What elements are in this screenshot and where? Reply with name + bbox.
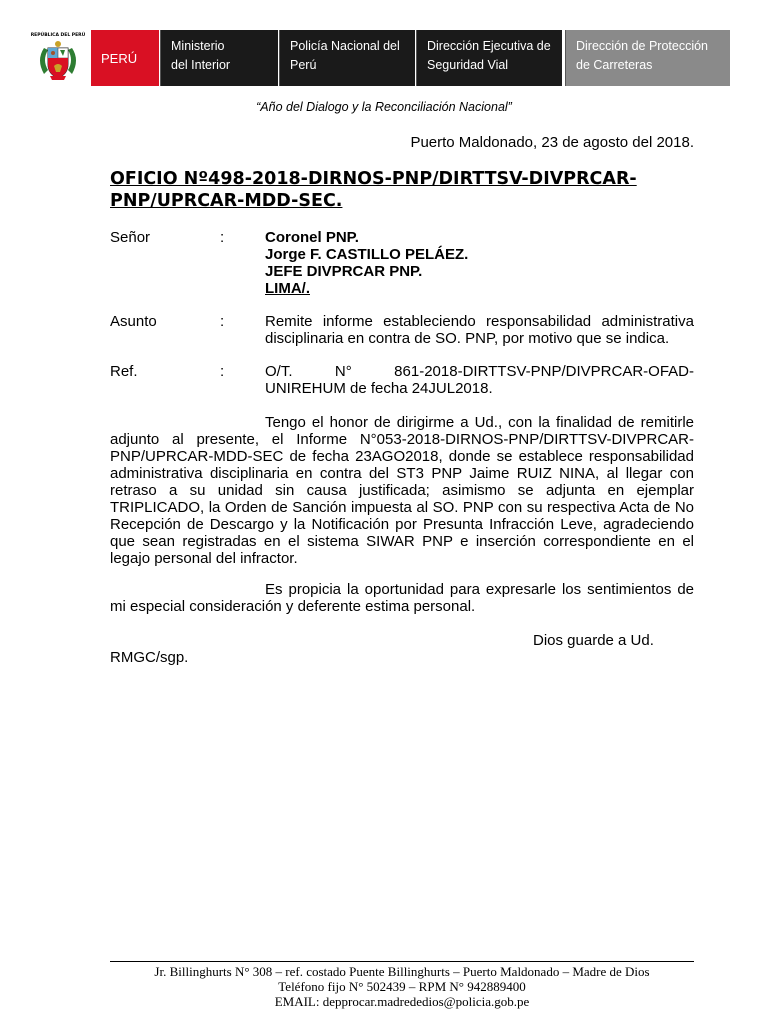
recipient-colon: : [220, 229, 225, 246]
author-initials: RMGC/sgp. [110, 649, 189, 666]
footer-phone: Teléfono fijo N° 502439 – RPM N° 942889400 [278, 979, 526, 994]
policia-nacional-block: Policía Nacional del Perú [279, 30, 415, 86]
year-motto: “Año del Dialogo y la Reconciliación Nacional” [256, 100, 512, 114]
recipient-section [110, 229, 694, 297]
document-date: Puerto Maldonado, 23 de agosto del 2018. [410, 134, 694, 151]
page-footer [110, 961, 694, 1009]
document-title: OFICIO Nº498-2018-DIRNOS-PNP/DIRTTSV-DIVPRCAR- PNP/UPRCAR-MDD-SEC. [110, 169, 637, 211]
direccion-proteccion-block: Dirección de Protección de Carreteras [565, 30, 730, 86]
recipient-label: Señor [110, 229, 151, 246]
ministerio-del-interior-block: Ministerio del Interior [160, 30, 278, 86]
subject-label: Asunto [110, 313, 157, 330]
direccion-ejecutiva-block: Dirección Ejecutiva de Seguridad Vial [416, 30, 562, 86]
footer-address: Jr. Billinghurts N° 308 – ref. costado Puente Billinghurts – Puerto Maldonado – Madre de Dios [154, 964, 650, 979]
subject-text: Remite informe estableciendo responsabilidad administrativa disciplinaria en contra de SO. PNP, por motivo que se indica. [265, 313, 694, 347]
recipient-value: Coronel PNP. Jorge F. CASTILLO PELÁEZ. JEFE DIVPRCAR PNP. LIMA/. [265, 229, 469, 297]
subject-section [110, 313, 694, 347]
peru-label: PERÚ [91, 30, 159, 86]
closing-paragraph: Es propicia la oportunidad para expresarle los sentimientos de mi especial consideración y deferente estima personal. [110, 581, 694, 615]
body-paragraph: Tengo el honor de dirigirme a Ud., con la finalidad de remitirle adjunto al presente, el Informe N°053-2018-DIRNOS-PNP/DIRTTSV-DIVPRCAR-PNP/UPRCAR-MDD-SEC de fecha 23AGO2018, donde se establece responsabilidad administrativa disciplinaria en contra del ST3 PNP Jaime RUIZ NINA, al llegar con retraso a su unidad sin causa justificada; asimismo se adjunta en ejemplar TRIPLICADO, la Orden de Sanción impuesta al SO. PNP con su respectiva Acta de No Recepción de Descargo y la Notificación por Presunta Infracción Leve, agradeciendo que sean registradas en el sistema SIWAR PNP e inserción correspondiente en el legajo personal del infractor. [110, 414, 694, 567]
reference-text: O/T. N° 861-2018-DIRTTSV-PNP/DIVPRCAR-OFAD-UNIREHUM de fecha 24JUL2018. [265, 363, 694, 397]
svg-text:REPÚBLICA DEL PERÚ: REPÚBLICA DEL PERÚ [30, 33, 86, 38]
closing-salutation: Dios guarde a Ud. [533, 632, 654, 649]
peru-coat-of-arms-icon [30, 30, 86, 84]
reference-colon: : [220, 363, 225, 380]
footer-email: EMAIL: depprocar.madrededios@policia.gob.pe [274, 994, 530, 1009]
reference-section [110, 363, 694, 397]
reference-label: Ref. [110, 363, 138, 380]
subject-colon: : [220, 313, 225, 330]
